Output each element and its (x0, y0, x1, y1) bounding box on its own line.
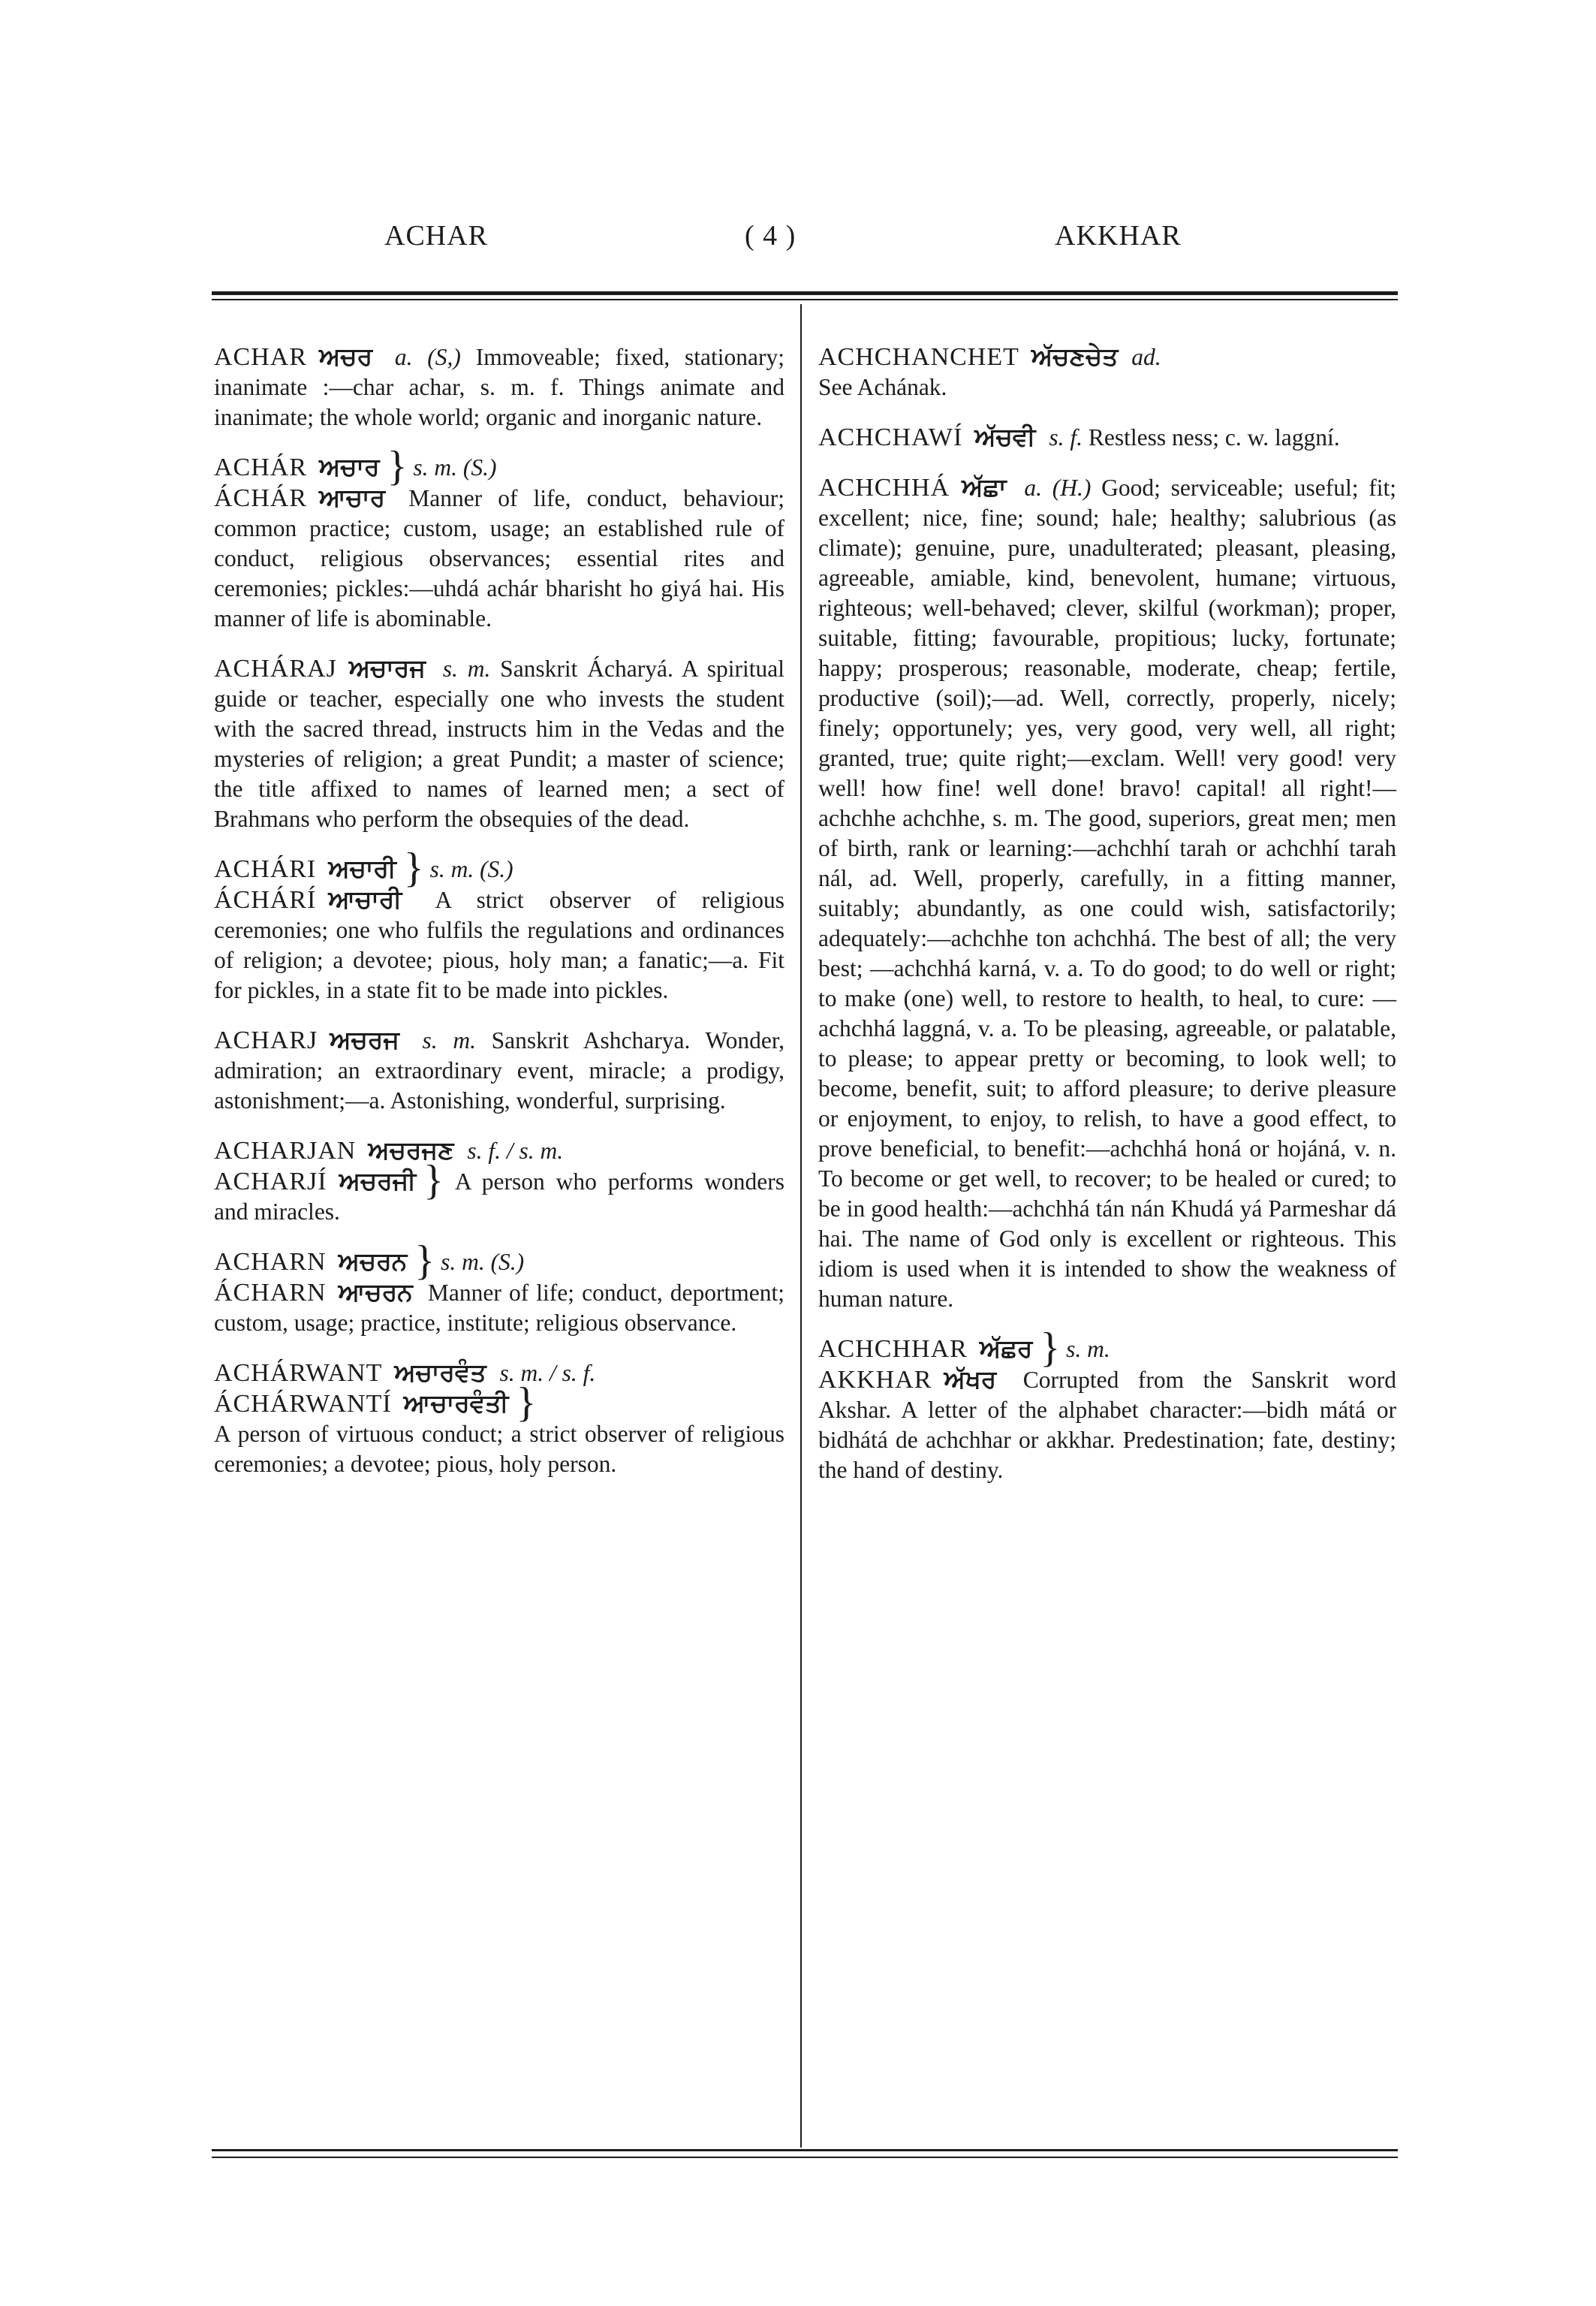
left-column (214, 342, 784, 1499)
headword: ACHCHANCHET (818, 343, 1019, 371)
definition: Good; serviceable; useful; fit; excellent; nice, fine; sound; hale; healthy; salubrious (as climate); genuine, pure, unadulterated; pleasant, pleasing, agreeable, amiable, kind, benevolent, humane; virtuous, righteous; well-behaved; clever, skilful (workman); proper, suitable, fitting; favourable, propitious; lucky, fortunate; happy; prosperous; reasonable, moderate, cheap; fertile, productive (soil);—ad. Well, correctly, properly, nicely; finely; opportunely; yes, very good, very well, all right; granted, true; quite right;—exclam. Well! very good! very well! how fine! well done! bravo! capital! all right!—achchhe achchhe, s. m. The good, superiors, great men; men of birth, rank or learning:—achchhí tarah or achchhí tarah nál, ad. Well, properly, carefully, in a fitting manner, suitably; abundantly, as one could wish, satisfactorily; adequately:—achchhe ton achchhá. The best of all; the very best; —achchhá karná, v. a. To do good; to do well or right; to make (one) well, to restore to health, to heal, to cure: —achchhá laggná, v. a. To be pleasing, agreeable, or palatable, to please; to appear pretty or becoming, to look well; to become, benefit, suit; to afford pleasure; to derive pleasure or enjoyment, to enjoy, to relish, to have a good effect, to prove beneficial, to benefit:—achchhá honá or hojáná, v. n. To become or get well, to recover; to be healed or cured; to be in good health:—achchhá tán nán Khudá yá Parmeshar dá hai. The name of God only is excellent or righteous. This idiom is used when it is intended to show the weakness of human nature. (818, 475, 1397, 1312)
definition: Sanskrit Ácharyá. A spiritual guide or teacher, especially one who invests the student with the sacred thread, instructs him in the Vedas and the mysteries of religion; a great Pundit; a master of science; the title affixed to names of learned men; a sect of Brahmans who perform the obsequies of the dead. (214, 656, 784, 832)
dictionary-entry (214, 653, 784, 834)
headword: ACHÁRWANT (214, 1359, 383, 1387)
gurmukhi-headword-variant: ਅਚਰਜੀ (339, 1166, 417, 1195)
grammar-label: s. m. (442, 656, 491, 682)
grammar-label: s. m. (S.) (429, 856, 513, 882)
grammar-label: s. f. (1049, 424, 1083, 451)
header-left-guideword: ACHAR (384, 220, 489, 252)
column-divider (800, 304, 802, 2148)
dictionary-entry (214, 443, 784, 634)
headword: ACHÁRAJ (214, 655, 337, 683)
definition: Corrupted from the Sanskrit word Akshar. A letter of the alphabet character:—bidh mátá or bidhátá de achchhar or akkhar. Predestination; fate, destiny; the hand of destiny. (818, 1367, 1396, 1483)
grammar-label: ad. (1131, 344, 1161, 370)
right-column (818, 342, 1396, 1505)
dictionary-entry (214, 1237, 784, 1338)
headword-variant: ÁCHÁRWANTÍ (214, 1390, 392, 1418)
brace-glyph: } (387, 443, 408, 490)
grammar-label: s. m. (S.) (441, 1249, 525, 1275)
grammar-label: s. f. / s. m. (467, 1138, 564, 1164)
gurmukhi-headword: ਅਚਾਰਜ (348, 653, 426, 683)
header-right-guideword: AKKHAR (1055, 220, 1182, 252)
grammar-label: a. (H.) (1024, 475, 1092, 501)
headword: ACHCHHAR (818, 1335, 968, 1363)
dictionary-entry (214, 1025, 784, 1116)
grammar-label: s. m. (422, 1027, 476, 1054)
definition: A strict observer of religious ceremonies; one who fulfils the regulations and ordinances of religion; a devotee; pious, holy man; a fanatic;—a. Fit for pickles, in a state fit to be made into pickles. (214, 887, 785, 1003)
dictionary-entry (214, 845, 785, 1005)
gurmukhi-headword: ਅੱਚਵੀ (974, 422, 1036, 451)
headword: ACHARJ (214, 1026, 318, 1054)
headword: ACHAR (214, 343, 308, 371)
headword-variant: ÁCHÁRÍ (214, 886, 317, 914)
definition: A person of virtuous conduct; a strict observer of religious ceremonies; a devotee; pious, holy person. (214, 1421, 784, 1477)
headword: ACHCHAWÍ (818, 424, 963, 451)
brace-glyph: } (423, 1157, 444, 1204)
headword: ACHARN (214, 1248, 327, 1276)
definition: Restless ness; c. w. laggní. (1088, 424, 1340, 451)
top-rule-thin (212, 299, 1398, 300)
running-header (0, 219, 1596, 257)
gurmukhi-headword: ਅਚਰਜ (330, 1025, 399, 1054)
dictionary-entry (818, 1325, 1396, 1485)
headword-variant: ACHARJÍ (214, 1168, 327, 1195)
gurmukhi-headword: ਅਚਾਰਵੰਤ (394, 1358, 486, 1387)
gurmukhi-headword: ਅਚਰਨ (338, 1246, 408, 1276)
top-rule-thick (212, 291, 1398, 295)
definition: See Achának. (818, 374, 947, 400)
gurmukhi-headword-variant: ਅੱਖਰ (944, 1364, 997, 1394)
gurmukhi-headword: ਅਚਾਰੀ (328, 854, 396, 883)
gurmukhi-headword-variant: ਆਚਾਰ (319, 483, 386, 512)
gurmukhi-headword: ਅਚਾਰ (319, 452, 380, 481)
headword: ACHARJAN (214, 1137, 357, 1165)
brace-glyph: } (1040, 1325, 1061, 1371)
headword-variant: ÁCHARN (214, 1279, 327, 1307)
page-number: ( 4 ) (745, 220, 796, 252)
brace-glyph: } (414, 1237, 435, 1284)
brace-glyph: } (403, 845, 424, 891)
dictionary-entry (214, 1135, 784, 1227)
definition: Sanskrit Ashcharya. Wonder, admiration; an extraordinary event, miracle; a prodigy, astonishment;—a. Astonishing, wonderful, surprising. (214, 1027, 784, 1114)
headword-variant: ÁCHÁR (214, 484, 308, 512)
gurmukhi-headword: ਅੱਛਾ (962, 472, 1007, 502)
gurmukhi-headword: ਅਚਰਜਣ (368, 1135, 454, 1165)
grammar-label: s. m. (S.) (413, 454, 497, 481)
dictionary-entry (818, 342, 1396, 402)
dictionary-entry (214, 342, 784, 433)
definition: Manner of life; conduct, deportment; custom, usage; practice, institute; religious observance. (214, 1280, 784, 1336)
gurmukhi-headword: ਅੱਚਣਚੇਤ (1031, 342, 1119, 371)
grammar-label: s. m. (1066, 1336, 1110, 1362)
dictionary-entry (214, 1358, 784, 1479)
grammar-label: a. (S,) (394, 344, 461, 370)
brace-glyph: } (516, 1379, 537, 1426)
dictionary-entry (818, 422, 1396, 453)
bottom-rule-thin (212, 2157, 1398, 2158)
bottom-rule-thick (212, 2149, 1398, 2151)
gurmukhi-headword-variant: ਆਚਰਨ (338, 1277, 413, 1307)
gurmukhi-headword: ਅਚਰ (319, 342, 373, 371)
headword: ACHÁR (214, 454, 308, 481)
dictionary-entry (818, 472, 1396, 1314)
definition: Immoveable; fixed, stationary; inanimate :—char achar, s. m. f. Things animate and inanimate; the whole world; organic and inorganic nature. (214, 344, 785, 430)
headword: ACHCHHÁ (818, 474, 950, 502)
definition: A person who performs wonders and miracles. (214, 1168, 784, 1225)
gurmukhi-headword: ਅੱਛਰ (979, 1334, 1033, 1363)
gurmukhi-headword-variant: ਆਚਾਰੀ (328, 885, 402, 914)
gurmukhi-headword-variant: ਆਚਾਰਵੰਤੀ (403, 1388, 509, 1418)
grammar-label: s. m. / s. f. (499, 1360, 596, 1386)
headword: ACHÁRI (214, 855, 317, 883)
definition: Manner of life, conduct, behaviour; common practice; custom, usage; an established rule of conduct, religious observances; essential rites and ceremonies; pickles:—uhdá achár bharisht ho giyá hai. His manner of life is abominable. (214, 485, 784, 632)
headword-variant: AKKHAR (818, 1366, 932, 1394)
